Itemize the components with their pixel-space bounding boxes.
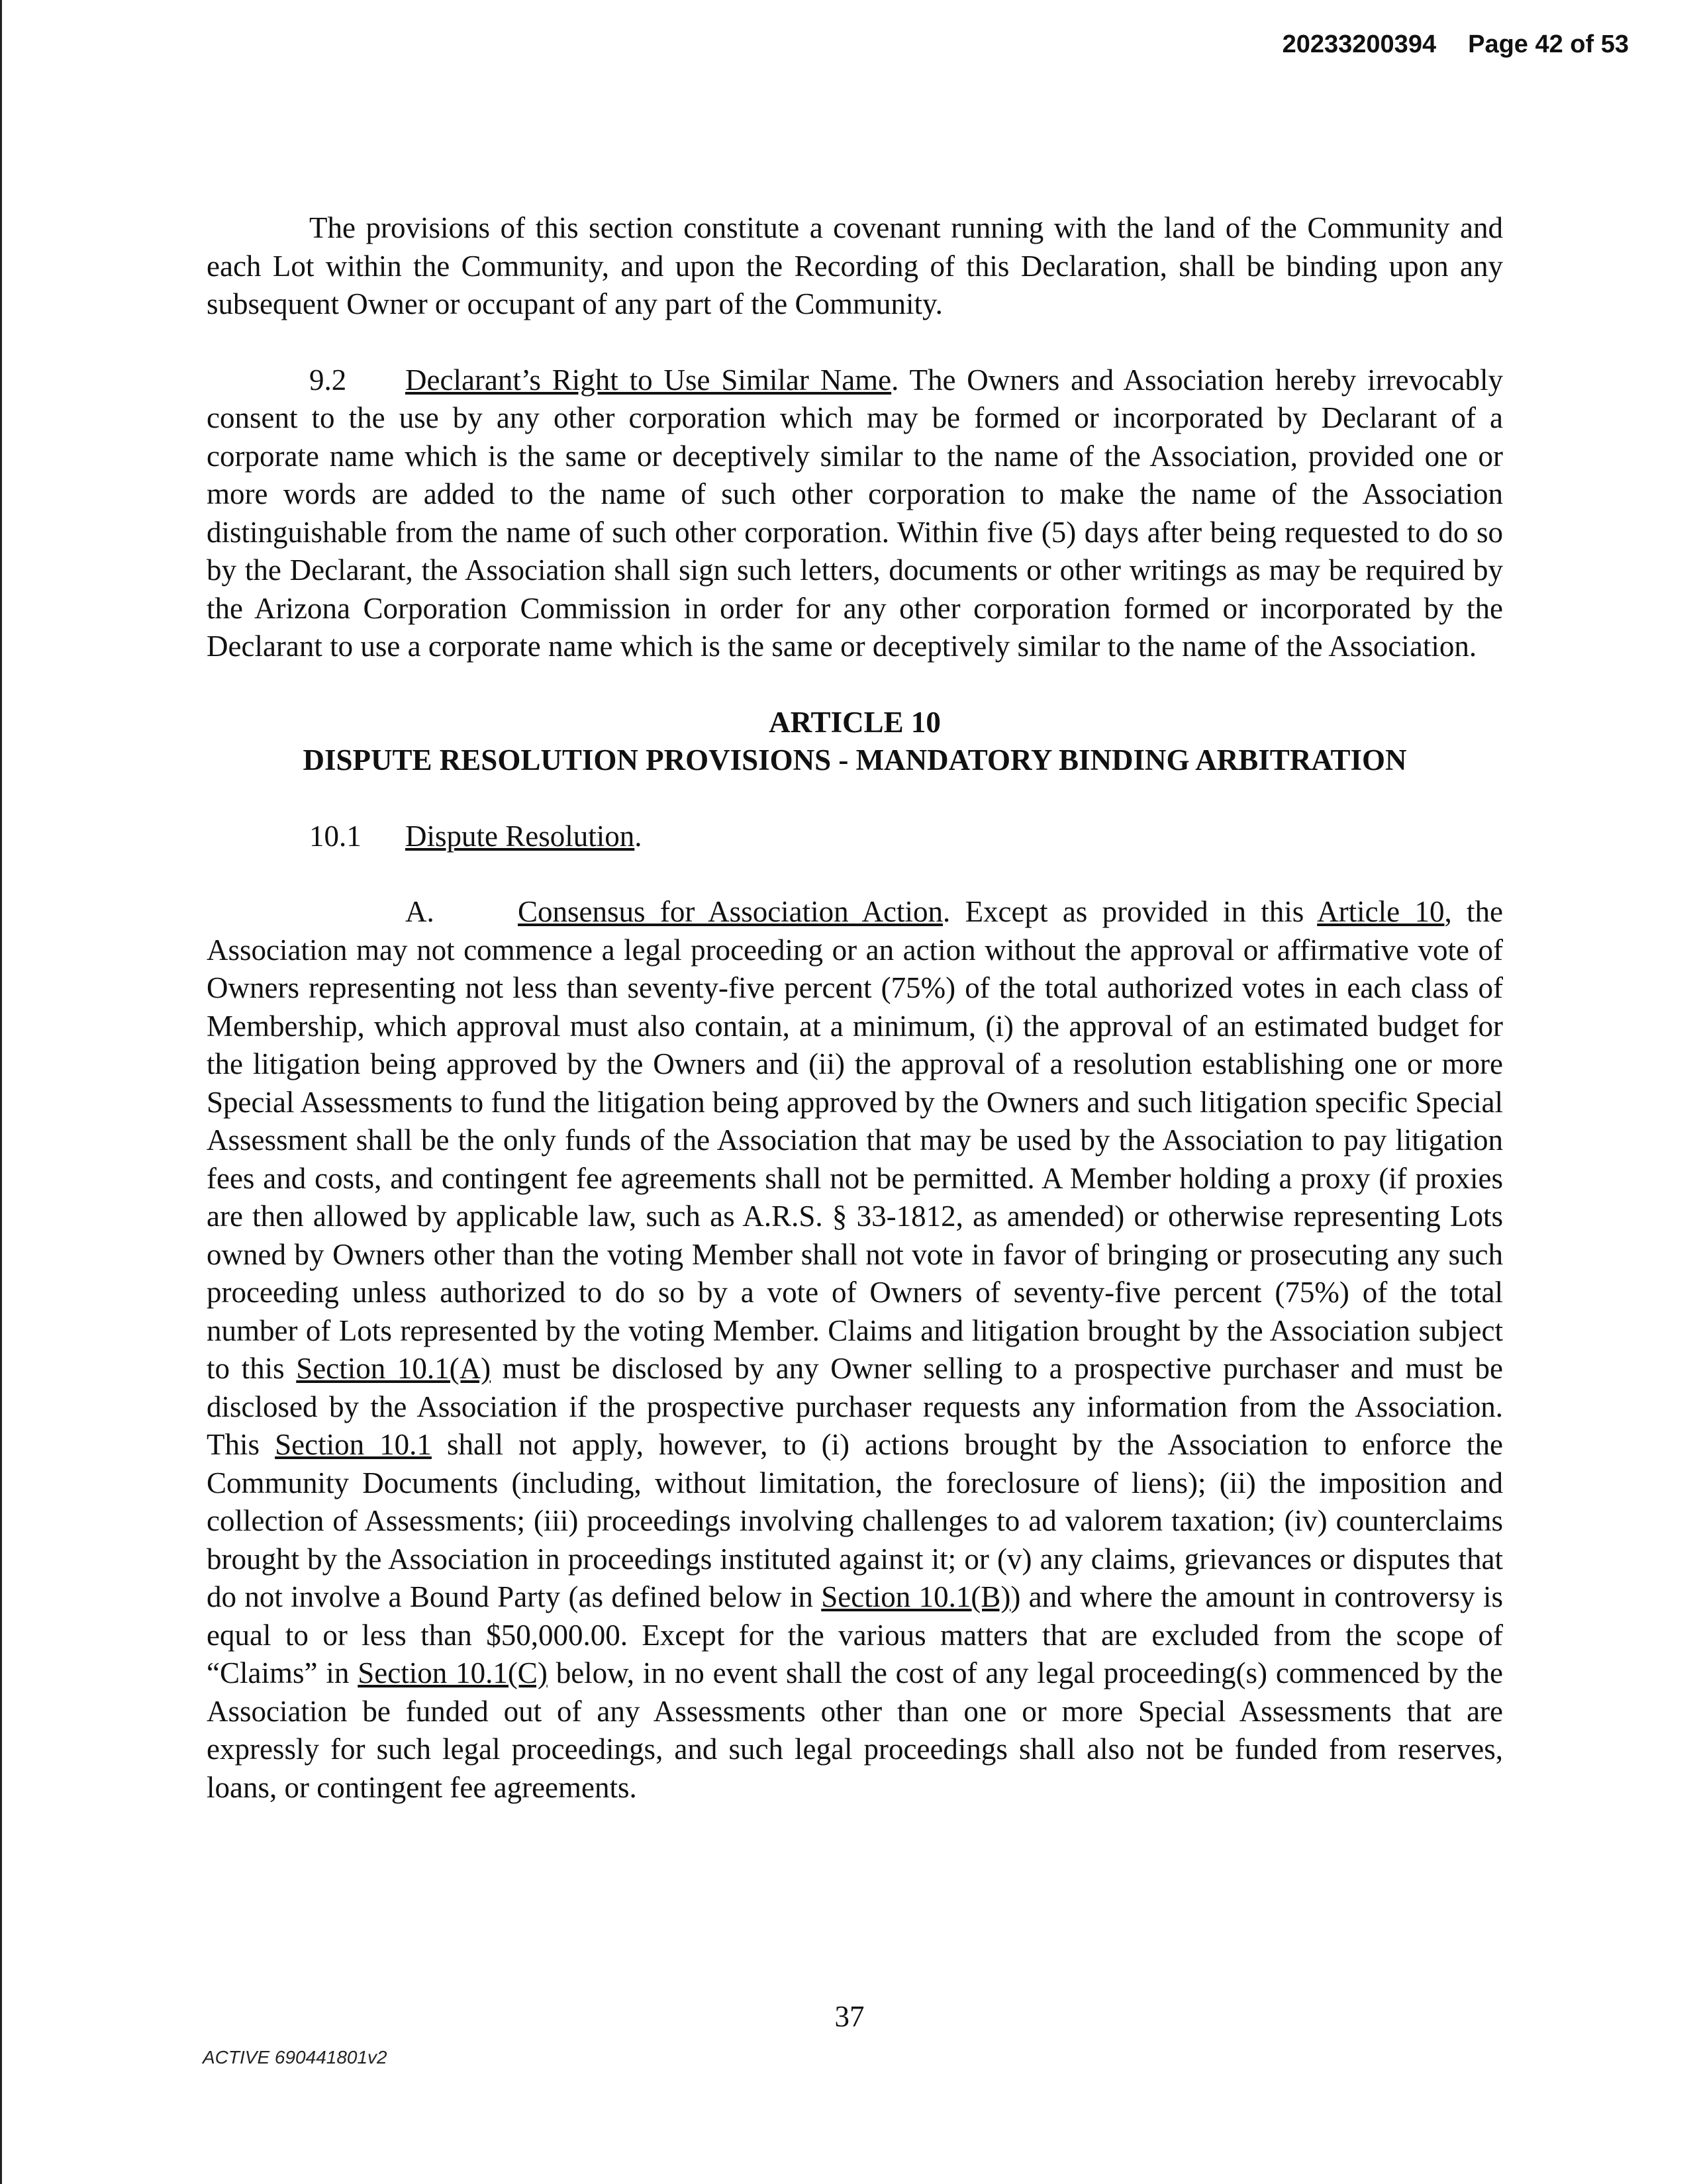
subsection-a-text-3: must be disclosed by any Owner selling to a prospective purchaser and must be disclosed by the Association if the prospective purchaser requests any information from the Association. This [207, 1352, 1503, 1461]
subsection-a-title: Consensus for Association Action [518, 895, 943, 928]
section-10-1-title: Dispute Resolution [405, 819, 635, 853]
section-10-1-period: . [634, 819, 642, 853]
subsection-a-text-5: ) and where the amount in controversy is equal to or less than $50,000.00. Except for the various matters that are excluded from the scope of “Claims” in [207, 1580, 1503, 1689]
ref-article-10: Article 10 [1317, 895, 1445, 928]
section-10-1-heading [207, 818, 1503, 856]
section-9-2-text: . The Owners and Association hereby irrevocably consent to the use by any other corporation which may be formed or incorporated by Declarant of a corporate name which is the same or deceptively similar to the name of the Association, provided one or more words are added to the name of such other corporation to make the name of the Association distinguishable from the name of such other corporation. Within five (5) days after being requested to do so by the Declarant, the Association shall sign such letters, documents or other writings as may be required by the Arizona Corporation Commission in order for any other corporation formed or incorporated by the Declarant to use a corporate name which is the same or deceptively similar to the name of the Association. [207, 363, 1504, 663]
document-body [207, 209, 1503, 1807]
subsection-a-letter: A. [405, 895, 434, 928]
section-10-1-number: 10.1 [309, 819, 362, 853]
page-header [1283, 30, 1629, 59]
section-9-2-number: 9.2 [309, 363, 347, 397]
page-label: Page 42 of 53 [1468, 30, 1629, 58]
covenant-paragraph: The provisions of this section constitute a covenant running with the land of the Community and each Lot within the Community, and upon the Recording of this Declaration, shall be binding upon any subsequent Owner or occupant of any part of the Community. [207, 211, 1503, 320]
subsection-a-text-1: . Except as provided in this [942, 895, 1318, 928]
document-id: ACTIVE 690441801v2 [203, 2047, 387, 2067]
ref-section-10-1-c: Section 10.1(C) [358, 1656, 548, 1689]
subsection-a-text-6: below, in no event shall the cost of any legal proceeding(s) commenced by the Association be funded out of any Assessments other than one or more Special Assessments that are expressly for such legal proceedings, and such legal proceedings shall also not be funded from reserves, loans, or contingent fee agreements. [207, 1656, 1503, 1804]
section-9-2-title: Declarant’s Right to Use Similar Name [405, 363, 892, 397]
article-title: DISPUTE RESOLUTION PROVISIONS - MANDATORY BINDING ARBITRATION [303, 743, 1407, 777]
recording-number: 20233200394 [1282, 30, 1437, 58]
subsection-a-text-4: shall not apply, however, to (i) actions brought by the Association to enforce the Community Documents (including, without limitation, the foreclosure of liens); (ii) the imposition and collection of Assessments; (iii) proceedings involving challenges to ad valorem taxation; (iv) counterclaims brought by the Association in proceedings instituted against it; or (v) any claims, grievances or disputes that do not involve a Bound Party (as defined below in [207, 1428, 1503, 1613]
ref-section-10-1: Section 10.1 [275, 1428, 432, 1461]
section-9-2-paragraph [207, 361, 1503, 666]
page-number: 37 [834, 2000, 865, 2033]
page-left-edge [0, 0, 2, 2184]
subsection-a-text-2: , the Association may not commence a legal proceeding or an action without the approval or affirmative vote of Owners representing not less than seventy-five percent (75%) of the total authorized votes in each class of Membership, which approval must also contain, at a minimum, (i) the approval of an estimated budget for the litigation being approved by the Owners and (ii) the approval of a resolution establishing one or more Special Assessments to fund the litigation being approved by the Owners and such litigation specific Special Assessment shall be the only funds of the Association that may be used by the Association to pay litigation fees and costs, and contingent fee agreements shall not be permitted. A Member holding a proxy (if proxies are then allowed by applicable law, such as A.R.S. § 33-1812, as amended) or otherwise representing Lots owned by Owners other than the voting Member shall not vote in favor of bringing or prosecuting any such proceeding unless authorized to do so by a vote of Owners of seventy-five percent (75%) of the total number of Lots represented by the voting Member. Claims and litigation brought by the Association subject to this [207, 895, 1504, 1385]
ref-section-10-1-b: Section 10.1(B) [821, 1580, 1011, 1613]
section-10-1-a-paragraph [207, 893, 1503, 1807]
article-number: ARTICLE 10 [769, 705, 941, 739]
ref-section-10-1-a: Section 10.1(A) [296, 1352, 491, 1385]
